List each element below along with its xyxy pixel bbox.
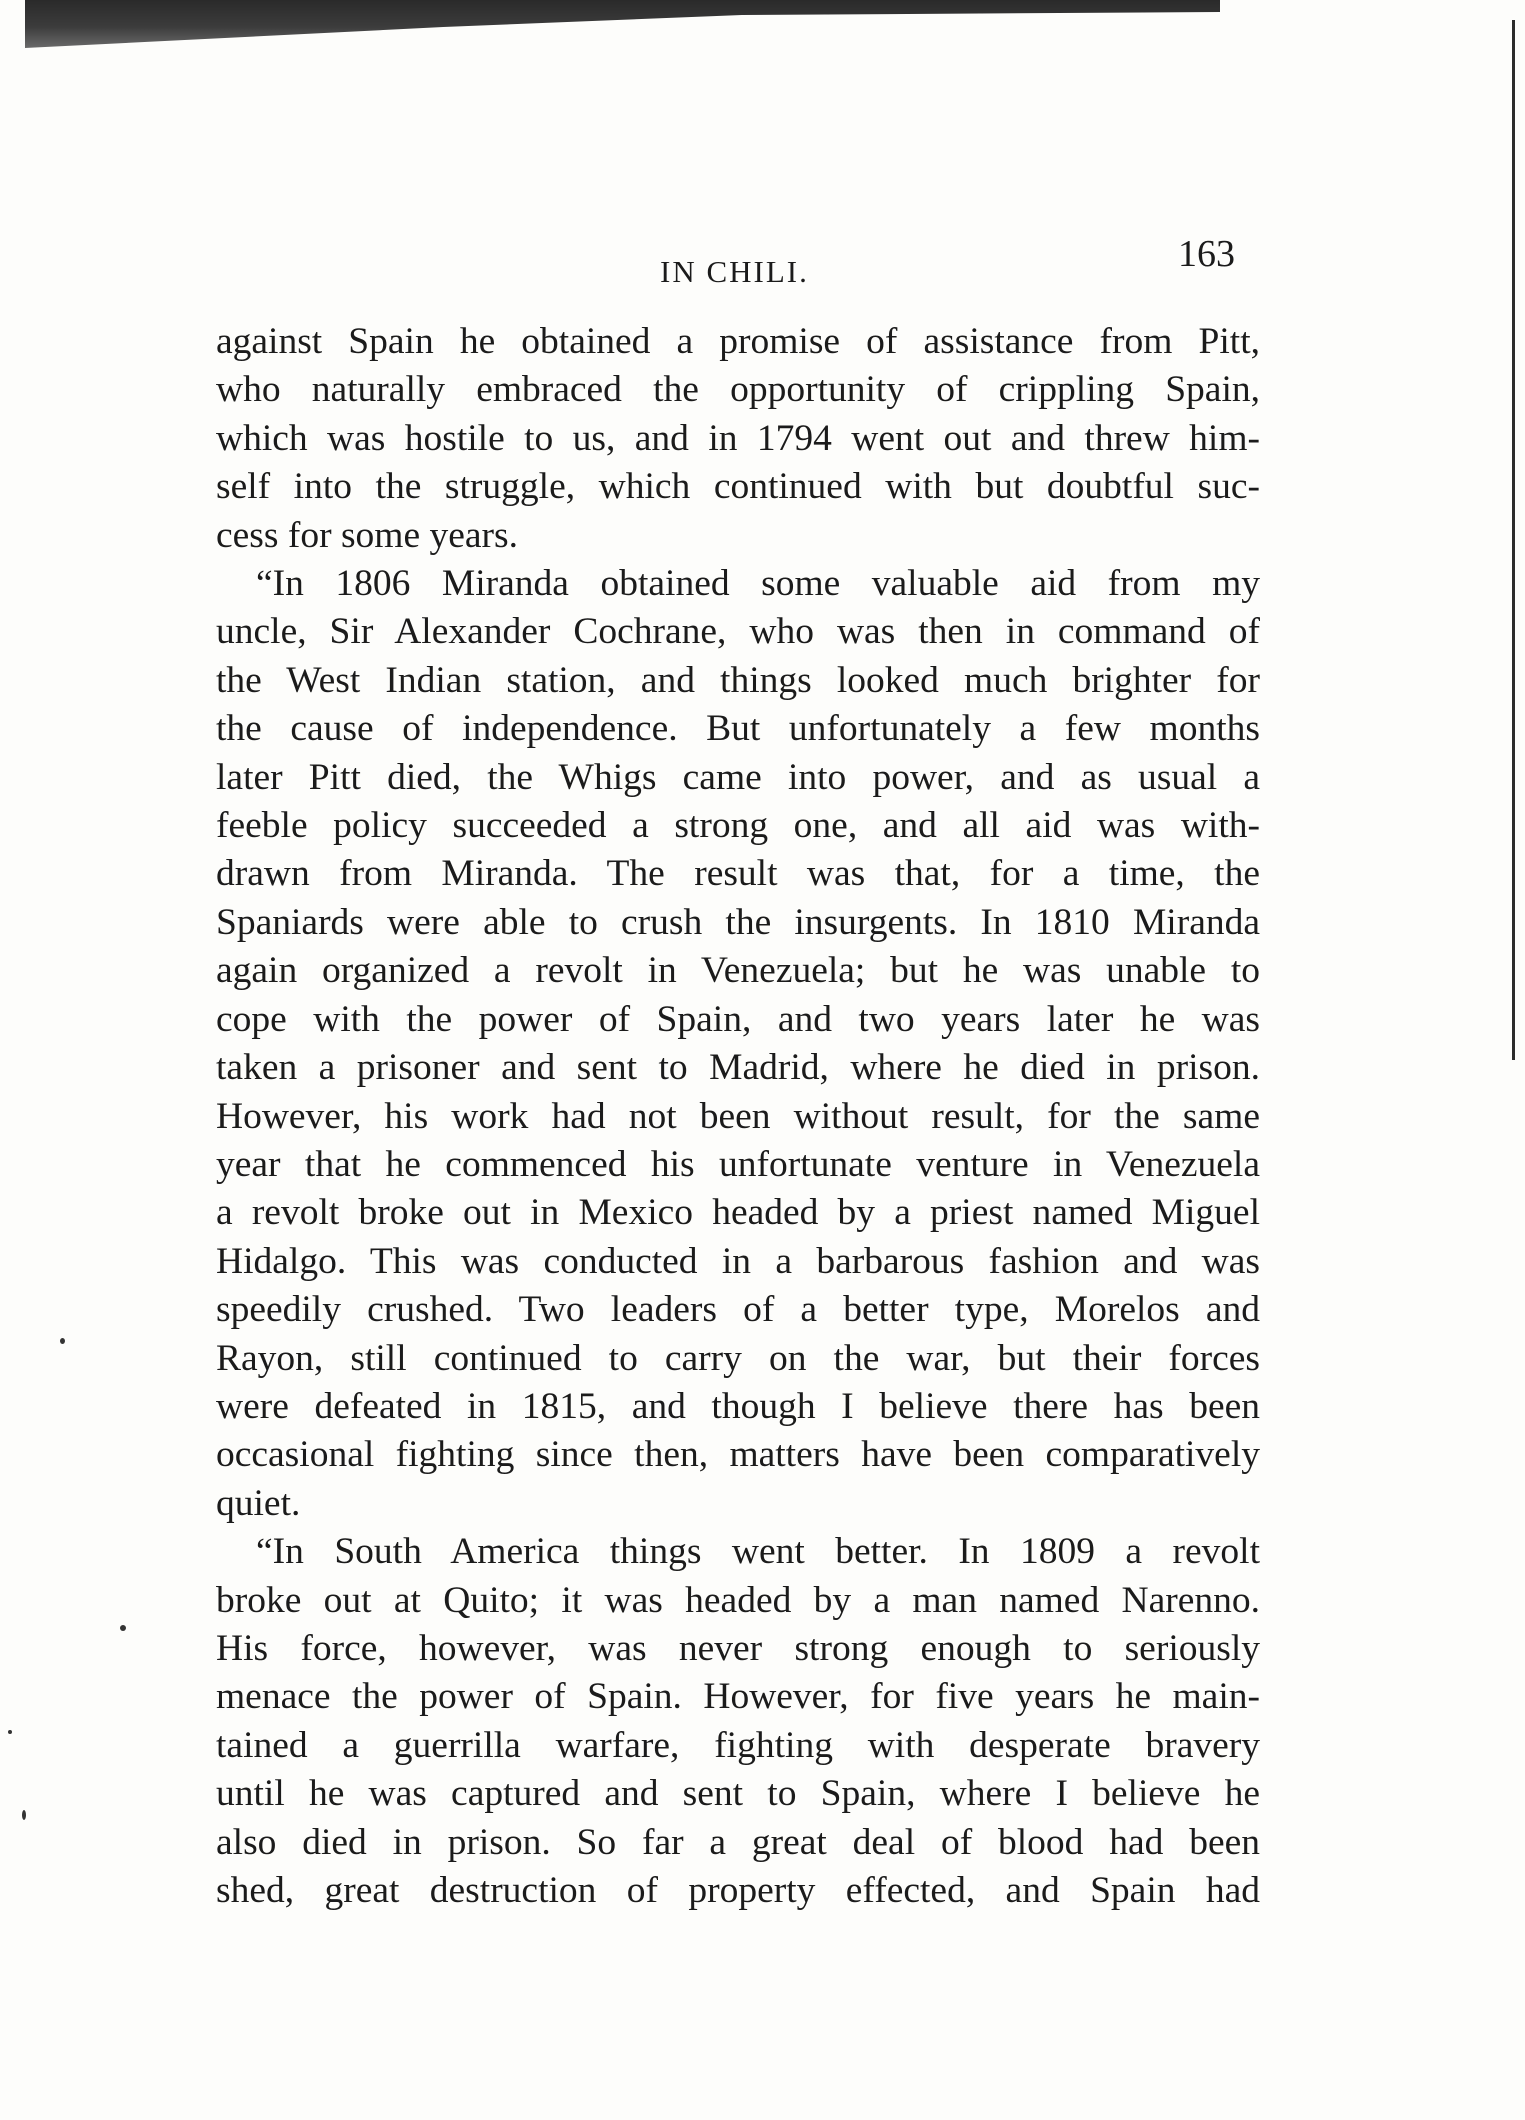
text-line: Spaniards were able to crush the insurgents. In 1810 Miranda [216, 901, 1260, 943]
page-body [216, 318, 1260, 1915]
text-line: “In 1806 Miranda obtained some valuable aid from my [256, 563, 1260, 605]
running-head: IN CHILI. [660, 254, 809, 289]
text-line: “In South America things went better. In 1809 a revolt [256, 1531, 1260, 1573]
text-line: again organized a revolt in Venezuela; but he was unable to [216, 950, 1260, 992]
text-line: a revolt broke out in Mexico headed by a priest named Miguel [216, 1192, 1260, 1234]
text-line: taken a prisoner and sent to Madrid, where he died in prison. [216, 1047, 1260, 1089]
text-line: tained a guerrilla warfare, fighting with desperate bravery [216, 1724, 1260, 1766]
text-line: feeble policy succeeded a strong one, and all aid was with- [216, 805, 1260, 847]
text-line: until he was captured and sent to Spain, where I believe he [216, 1773, 1260, 1815]
text-line: self into the struggle, which continued with but doubtful suc- [216, 466, 1260, 508]
scan-right-edge-line [1512, 20, 1515, 1060]
text-line: shed, great destruction of property effected, and Spain had [216, 1870, 1260, 1911]
scan-top-edge-shadow [25, 0, 1220, 60]
text-line: speedily crushed. Two leaders of a better type, Morelos and [216, 1289, 1260, 1331]
scan-speck [60, 1338, 65, 1344]
text-line: later Pitt died, the Whigs came into power, and as usual a [216, 756, 1260, 798]
text-line: also died in prison. So far a great deal of blood had been [216, 1821, 1260, 1863]
text-line: However, his work had not been without result, for the same [216, 1095, 1260, 1137]
text-line: His force, however, was never strong enough to seriously [216, 1627, 1260, 1669]
text-line: occasional fighting since then, matters have been comparatively [216, 1434, 1260, 1476]
text-line: menace the power of Spain. However, for five years he main- [216, 1676, 1260, 1718]
scan-speck [22, 1810, 26, 1820]
text-line: broke out at Quito; it was headed by a man named Narenno. [216, 1579, 1260, 1621]
text-line: who naturally embraced the opportunity of crippling Spain, [216, 369, 1260, 411]
text-line: which was hostile to us, and in 1794 went out and threw him- [216, 417, 1260, 459]
scan-speck [8, 1730, 12, 1734]
text-line: against Spain he obtained a promise of assistance from Pitt, [216, 321, 1260, 362]
text-line: year that he commenced his unfortunate venture in Venezuela [216, 1143, 1260, 1185]
page-number: 163 [1178, 233, 1235, 275]
text-line: Rayon, still continued to carry on the war, but their forces [216, 1337, 1260, 1379]
text-line: the cause of independence. But unfortunately a few months [216, 708, 1260, 750]
text-line: uncle, Sir Alexander Cochrane, who was then in command of [216, 611, 1260, 653]
text-line: were defeated in 1815, and though I believe there has been [216, 1385, 1260, 1427]
text-line: the West Indian station, and things looked much brighter for [216, 659, 1260, 701]
text-line: Hidalgo. This was conducted in a barbarous fashion and was [216, 1240, 1260, 1282]
text-line: drawn from Miranda. The result was that, for a time, the [216, 853, 1260, 895]
text-line: quiet. [216, 1482, 301, 1524]
scan-speck [120, 1625, 126, 1631]
text-line: cope with the power of Spain, and two years later he was [216, 998, 1260, 1040]
text-line: cess for some years. [216, 514, 518, 556]
